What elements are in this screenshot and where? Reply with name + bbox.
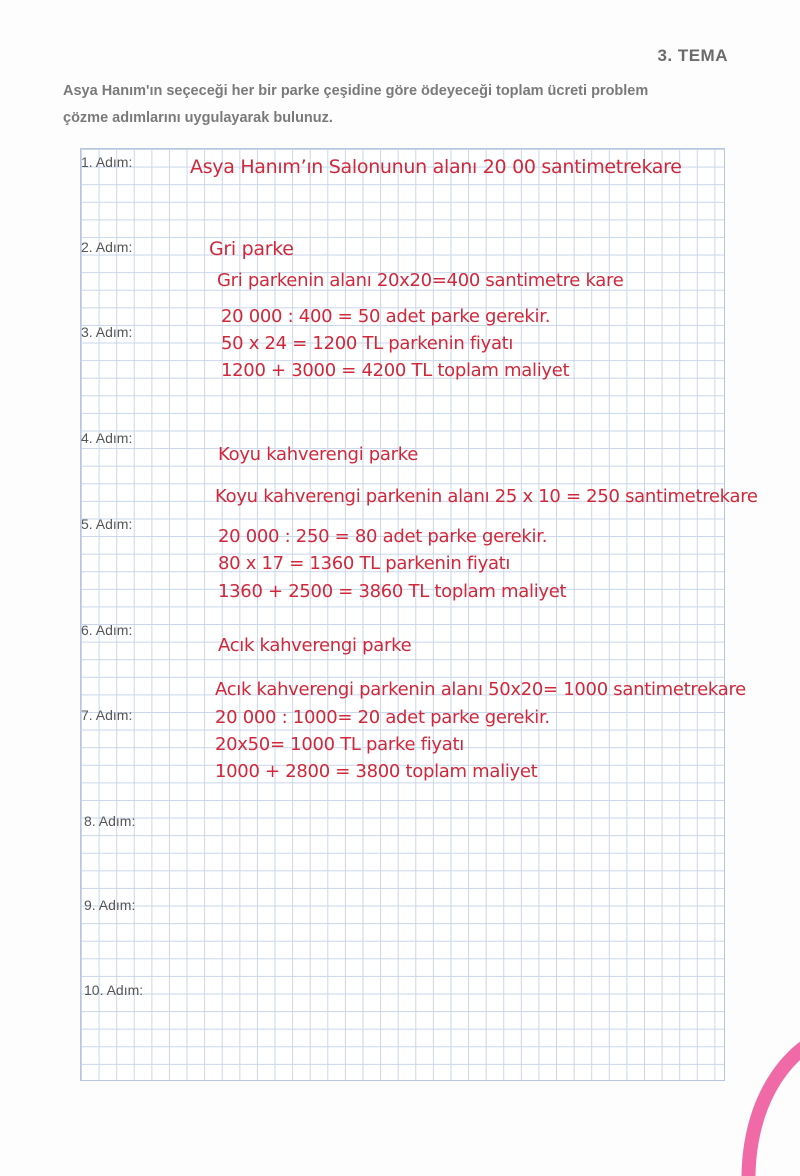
step-label-8: 8. Adım: [84,813,136,829]
answer-gri-count: 20 000 : 400 = 50 adet parke gerekir. [221,306,551,327]
instructions-line-1: Asya Hanım'ın seçeceği her bir parke çeşidine göre ödeyeceği toplam ücreti problem [63,83,649,99]
step-label-9: 9. Adım: [84,897,136,913]
step-label-1: 1. Adım: [81,154,133,170]
step-label-2: 2. Adım: [81,239,133,255]
answer-koyu-area: Koyu kahverengi parkenin alanı 25 x 10 = 250 santimetrekare [215,486,758,507]
step-label-10: 10. Adım: [84,982,144,998]
answer-gri-title: Gri parke [209,238,294,260]
step-label-7: 7. Adım: [81,707,133,723]
decorative-pink-arc [710,1006,800,1176]
step-label-3: 3. Adım: [81,324,133,340]
theme-heading: 3. TEMA [657,46,728,65]
answer-gri-total: 1200 + 3000 = 4200 TL toplam maliyet [221,360,570,381]
answer-acik-area: Acık kahverengi parkenin alanı 50x20= 1000 santimetrekare [215,679,746,700]
instructions-line-2: çözme adımlarını uygulayarak bulunuz. [63,110,333,126]
answer-acik-total: 1000 + 2800 = 3800 toplam maliyet [215,761,538,782]
step-label-5: 5. Adım: [81,516,133,532]
answer-koyu-total: 1360 + 2500 = 3860 TL toplam maliyet [218,581,567,602]
answer-acik-title: Acık kahverengi parke [218,635,412,656]
answer-gri-area: Gri parkenin alanı 20x20=400 santimetre kare [217,270,624,291]
answer-gri-price: 50 x 24 = 1200 TL parkenin fiyatı [221,333,514,354]
answer-acik-count: 20 000 : 1000= 20 adet parke gerekir. [215,707,550,728]
step-label-6: 6. Adım: [81,622,133,638]
answer-koyu-price: 80 x 17 = 1360 TL parkenin fiyatı [218,553,511,574]
answer-salon-area: Asya Hanım’ın Salonunun alanı 20 00 santimetrekare [190,156,682,178]
answer-acik-price: 20x50= 1000 TL parke fiyatı [215,734,464,755]
answer-koyu-title: Koyu kahverengi parke [218,444,419,465]
answer-koyu-count: 20 000 : 250 = 80 adet parke gerekir. [218,526,548,547]
step-label-4: 4. Adım: [81,430,133,446]
instructions-text [63,78,743,132]
